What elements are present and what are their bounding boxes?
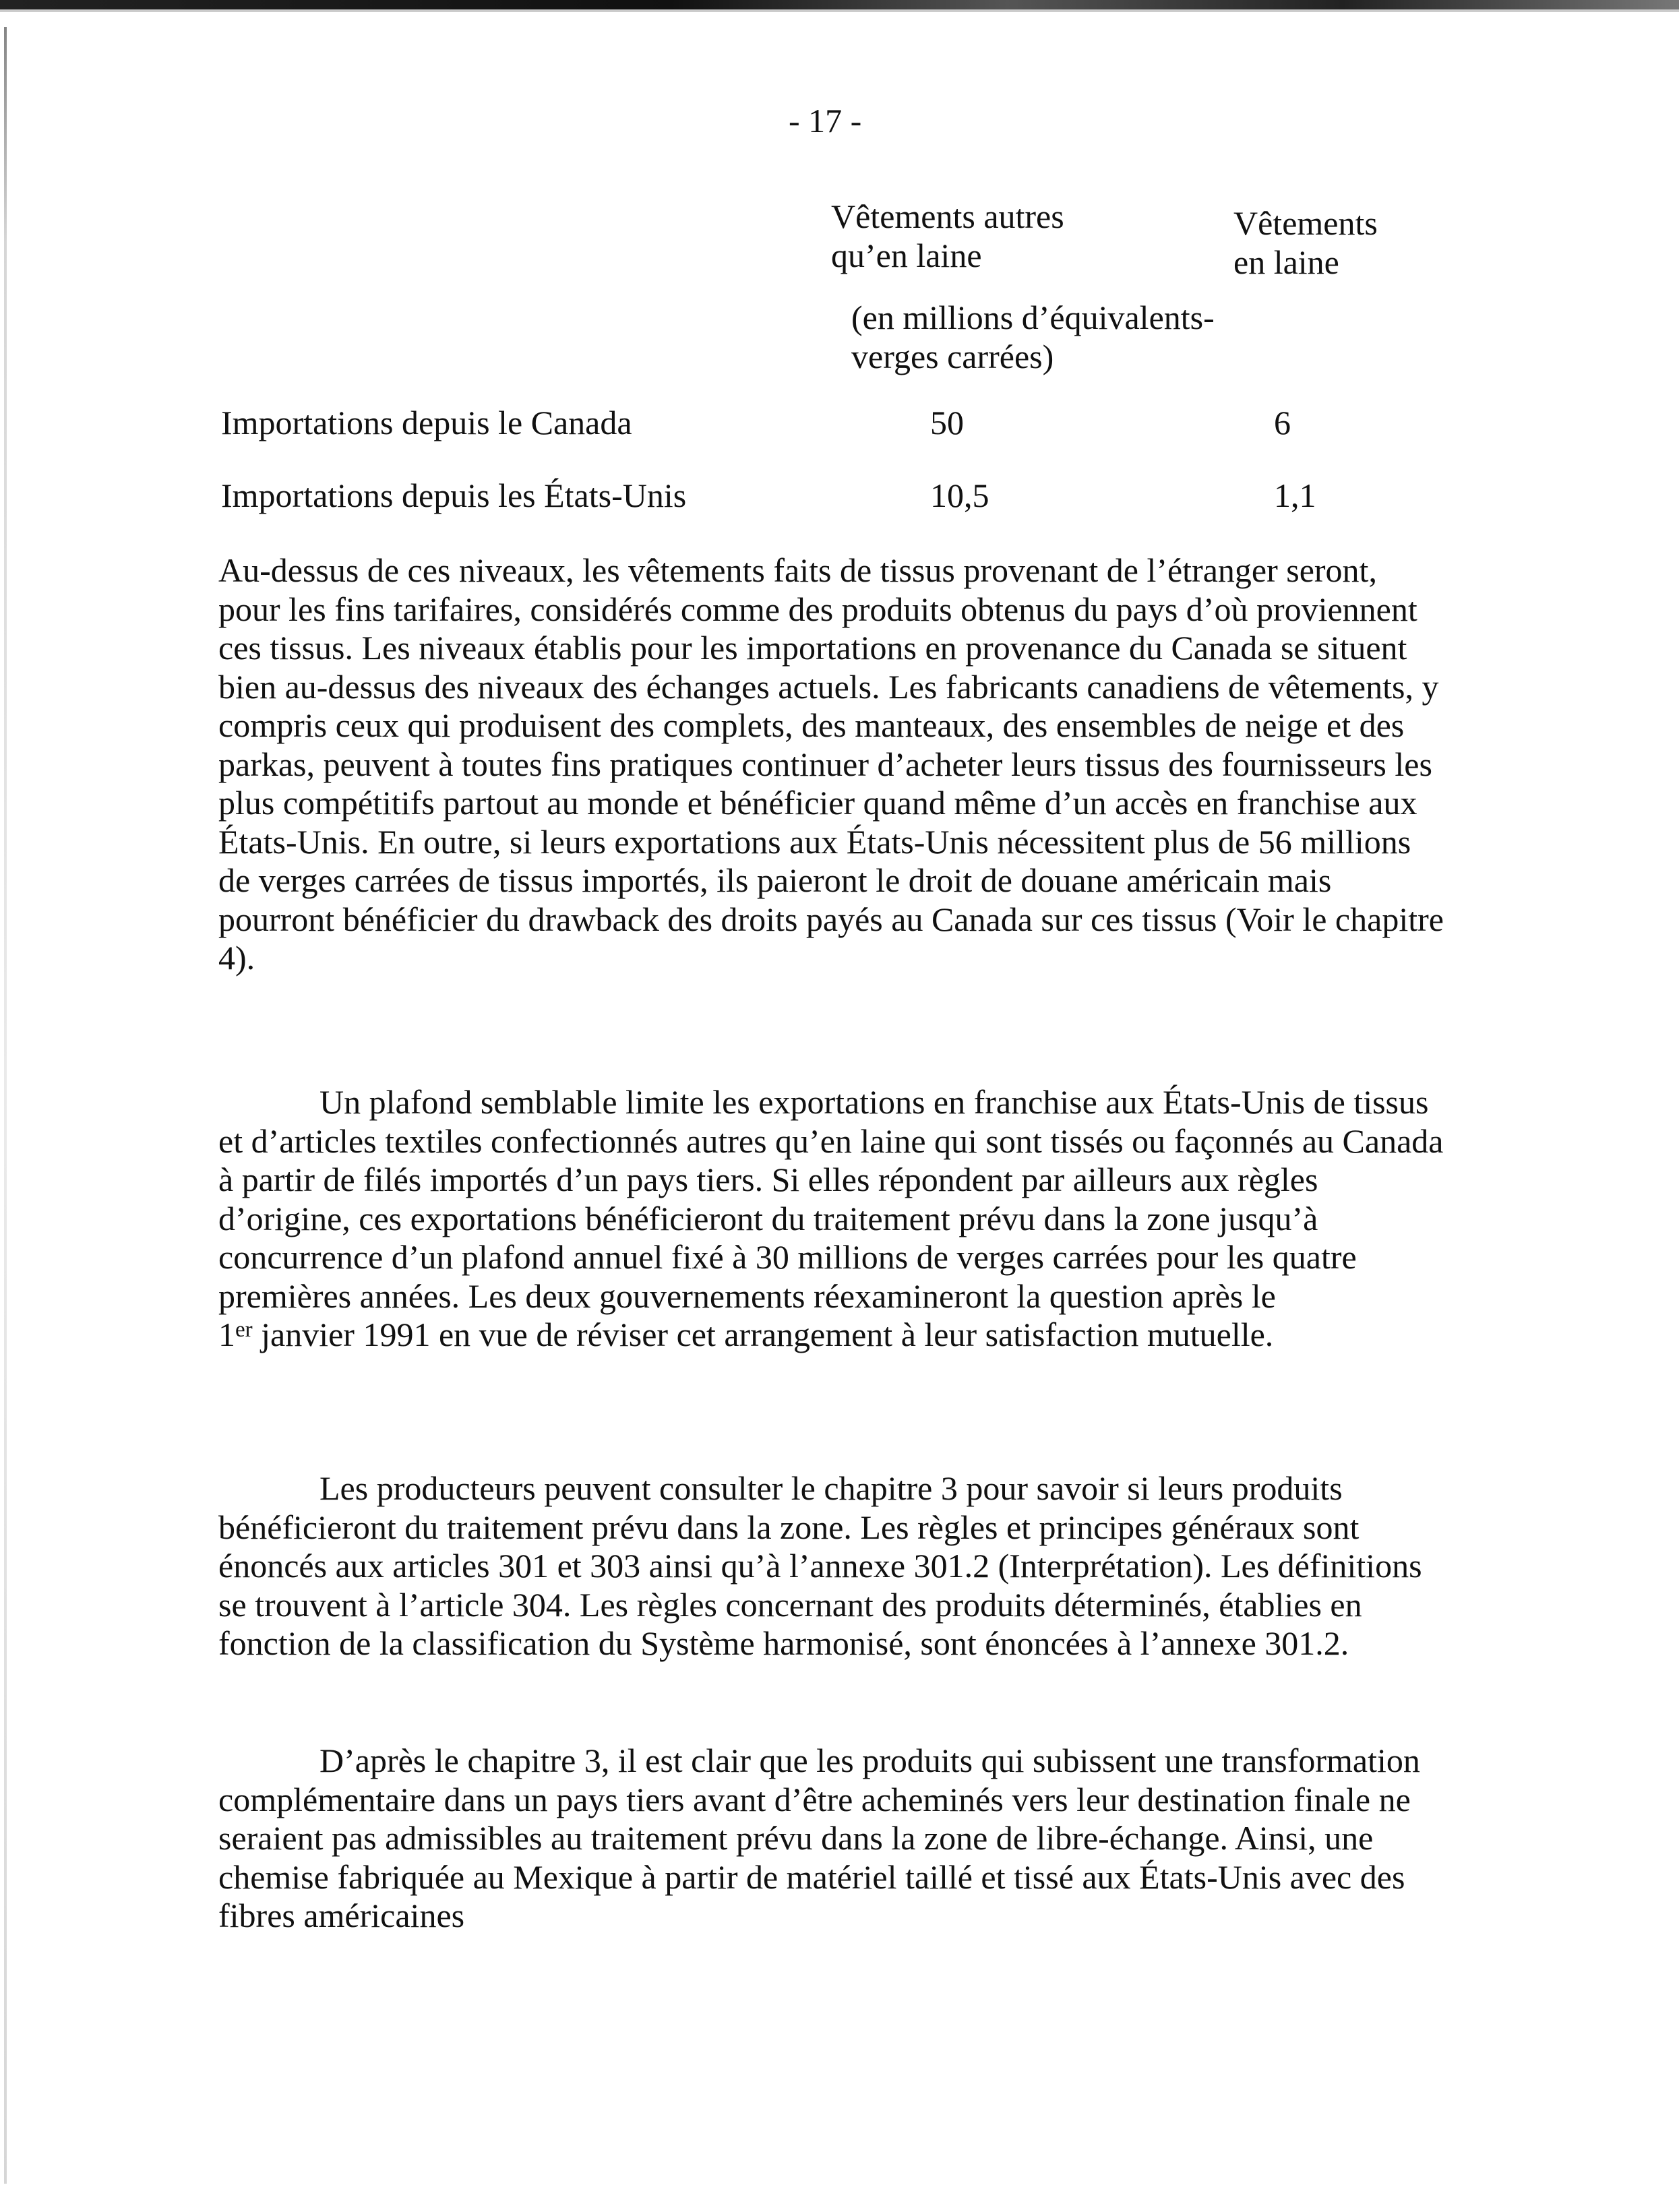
row-label: Importations depuis le Canada — [221, 404, 632, 441]
row-label: Importations depuis les États-Unis — [221, 477, 687, 514]
row-value-non-wool: 50 — [930, 404, 964, 441]
scan-edge-left — [4, 27, 7, 2184]
column-header-wool: Vêtements en laine — [1233, 204, 1378, 281]
ordinal-suffix: er — [235, 1318, 253, 1342]
page-number: - 17 - — [789, 102, 862, 140]
table-row — [221, 403, 1502, 446]
scan-edge-top-shadow — [0, 9, 1679, 12]
paragraph-ceiling-text: Un plafond semblable limite les exportations en franchise aux États-Unis de tissus et d’articles textiles confectionnés autres qu’en laine qui sont tissés ou façonnés au Canada à partir de filés importés d’un pays tiers. Si elles répondent par ailleurs aux règles d’origine, ces exportations bénéficieront du traitement prévu dans la zone jusqu’à concurrence d’un plafond annuel fixé à 30 millions de verges carrées pour les quatre premières années. Les deux gouvernements réexamineront la question après le — [218, 1083, 1444, 1315]
paragraph-chapter-3-text: D’après le chapitre 3, il est clair que les produits qui subissent une transformation complémentaire dans un pays tiers avant d’être acheminés vers leur destination finale ne seraient pas admissibles au traitement prévu dans la zone de libre-échange. Ainsi, une chemise fabriquée au Mexique à partir de matériel taillé et tissé aux États-Unis avec des fibres américaines — [218, 1742, 1420, 1934]
row-value-wool: 1,1 — [1274, 477, 1316, 514]
unit-note: (en millions d’équivalents- verges carrées) — [851, 299, 1215, 375]
table-row — [221, 476, 1502, 519]
column-header-non-wool: Vêtements autres qu’en laine — [831, 197, 1064, 274]
row-value-wool: 6 — [1274, 404, 1291, 441]
paragraph-thresholds: Au-dessus de ces niveaux, les vêtements faits de tissus provenant de l’étranger seront, pour les fins tarifaires, considérés comme des produits obtenus du pays d’où proviennent ces tissus. Les niveaux établis pour les importations en provenance du Canada se situent bien au-dessus des niveaux des échanges actuels. Les fabricants canadiens de vêtements, y compris ceux qui produisent des complets, des manteaux, des ensembles de neige et des parkas, peuvent à toutes fins pratiques continuer d’acheter leurs tissus des fournisseurs les plus compétitifs partout au monde et bénéficier quand même d’un accès en franchise aux États-Unis. En outre, si leurs exportations aux États-Unis nécessitent plus de 56 millions de verges carrées de tissus importés, ils paieront le droit de douane américain mais pourront bénéficier du drawback des droits payés au Canada sur ces tissus (Voir le chapitre 4). — [218, 551, 1444, 977]
row-value-non-wool: 10,5 — [930, 477, 989, 514]
paragraph-producers-text: Les producteurs peuvent consulter le chapitre 3 pour savoir si leurs produits bénéficieront du traitement prévu dans la zone. Les règles et principes généraux sont énoncés aux articles 301 et 303 ainsi qu’à l’annexe 301.2 (Interprétation). Les définitions se trouvent à l’article 304. Les règles concernant des produits déterminés, établies en fonction de la classification du Système harmonisé, sont énoncées à l’annexe 301.2. — [218, 1469, 1422, 1662]
scan-edge-top — [0, 0, 1679, 9]
paragraph-ceiling-end: janvier 1991 en vue de réviser cet arrangement à leur satisfaction mutuelle. — [261, 1316, 1274, 1353]
date-day: 1 — [218, 1316, 235, 1353]
paragraph-ceiling — [218, 1083, 1445, 1355]
paragraph-chapter-3 — [218, 1742, 1445, 1936]
paragraph-producers — [218, 1469, 1445, 1663]
